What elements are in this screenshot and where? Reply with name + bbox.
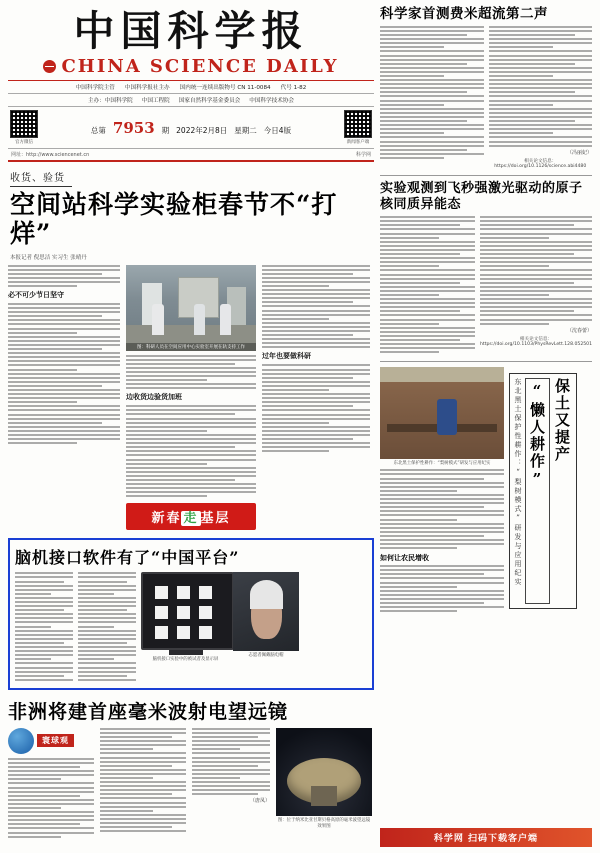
stamp-text-2: 走 (183, 511, 199, 527)
issue-pages: 今日4版 (263, 125, 292, 135)
bci-photo-caption-right: 志愿者佩戴脑电帽 (248, 653, 284, 659)
right-story-a-credit: （冯丽妃） (566, 149, 592, 156)
lead-subhead-3: 过年也要做科研 (262, 352, 311, 361)
bci-body (15, 572, 367, 683)
masthead-subline-1 (8, 81, 374, 94)
lead-subhead-2: 边收货边验货加班 (126, 393, 182, 402)
field-photo (380, 367, 504, 459)
right-story-a (380, 6, 592, 169)
masthead-subline-2 (8, 94, 374, 107)
masthead-title-cn: 中国科学报 (73, 7, 309, 55)
issue-date: 2022年2月8日 (176, 125, 228, 135)
qr-code-block-2 (344, 110, 372, 145)
vertical-quote-2: 保土又提产 (553, 378, 571, 464)
stamp-text-3: 基层 (200, 511, 231, 527)
right-story-b-col-1 (380, 216, 475, 355)
bci-text-col-2 (78, 572, 136, 683)
issue-line (44, 119, 338, 137)
masthead-sponsor: 主办：中国科学院 (87, 98, 133, 105)
kicker-rule (10, 186, 72, 187)
issue-label: 总第 (90, 125, 106, 135)
section-badge: 寰球观 (37, 734, 74, 747)
telescope-source-note: （唐凤） (249, 798, 270, 805)
lead-photo (126, 265, 256, 351)
vertical-quote-1: “懒人耕作” (525, 378, 550, 604)
telescope-col-1 (8, 728, 94, 840)
right-story-b-headline: 实验观测到飞秒强激光驱动的原子核同质异能态 (380, 180, 583, 212)
qr-code-icon (10, 110, 38, 138)
masthead-sponsor: 中国工程院 (141, 98, 170, 105)
right-column (380, 6, 592, 847)
right-story-c-subhead: 如何让农民增收 (380, 554, 429, 563)
lead-text-col-1 (8, 265, 120, 533)
masthead-sub-item: 中国科学院主管 (75, 85, 115, 92)
lead-byline: 本报记者 倪思洁 实习生 张晴丹 (10, 254, 87, 261)
lead-photo-col (126, 265, 256, 533)
masthead-sub-item: 国内统一连续出版物号 CN 11-0084 (179, 85, 271, 92)
lead-kicker: 收货、验货 (10, 173, 65, 185)
globe-icon (8, 728, 34, 754)
right-story-a-doi: 相关论文信息：https://doi.org/10.1126/science.abi4480 (494, 158, 587, 169)
lead-text-col-2 (126, 355, 256, 498)
telescope-photo-caption: 图：位于纳米比亚甘斯贝格高原的毫米波望远镜效果图 (277, 817, 371, 829)
masthead-sponsor: 国家自然科学基金委员会 (178, 98, 241, 105)
masthead-sub-item: 中国科学报社主办 (124, 85, 170, 92)
masthead-footer-right: 科学网 (355, 152, 371, 159)
right-story-c (380, 367, 592, 614)
bci-photo-group (141, 572, 299, 683)
right-story-b-doi: 相关论文信息：https://doi.org/10.1103/PhysRevLett.128.052501 (480, 336, 593, 347)
qr-label: 官方微信 (15, 140, 33, 146)
right-story-a-col-2 (489, 26, 593, 169)
monitor-stand (169, 650, 203, 655)
right-story-b (380, 181, 592, 356)
bci-subject-photo (233, 572, 299, 651)
masthead-title-en: CHINA SCIENCE DAILY (61, 56, 339, 78)
masthead-info-row (8, 107, 374, 149)
right-story-c-vertical-title (509, 373, 577, 609)
telescope-story (8, 690, 374, 840)
masthead (8, 6, 374, 162)
globe-badge (8, 728, 94, 754)
globe-icon (43, 60, 56, 73)
lead-headline: 空间站科学实验柜春节不“打烊” (10, 190, 338, 248)
qr-code-block-1 (10, 110, 38, 145)
lead-photo-caption: 图：科研人员在空间应用中心实验室开展在轨支持工作 (126, 343, 256, 351)
field-photo-caption: 东北黑土保护性耕作：“梨树模式”研发与应用纪实 (393, 461, 491, 467)
masthead-title-en-row (8, 56, 374, 77)
masthead-sponsor: 中国科学技术协会 (249, 98, 295, 105)
right-story-b-credit: （沈春蕾） (566, 327, 592, 334)
right-story-a-headline: 科学家首测费米超流第二声 (380, 6, 548, 22)
issue-weekday: 星期二 (234, 125, 257, 135)
bci-photo-caption-left: 脑机接口实验中的被试者及显示屏 (152, 657, 219, 663)
issue-number: 7953 (112, 118, 155, 137)
new-spring-stamp (126, 503, 256, 530)
stamp-text-1: 新春 (151, 511, 182, 527)
bci-story-box (8, 538, 374, 690)
right-divider-1 (380, 175, 592, 176)
masthead-footer-left: 网址：http://www.sciencenet.cn (11, 152, 90, 159)
qr-label: 新闻客户端 (346, 140, 370, 146)
bci-text-col-1 (15, 572, 73, 683)
right-story-b-col-2 (480, 216, 592, 355)
right-divider-2 (380, 361, 592, 362)
telescope-photo-col (276, 728, 372, 840)
page-columns (8, 6, 592, 847)
lead-text-col-3 (262, 265, 370, 533)
masthead-sub-item: 代号 1-82 (280, 85, 307, 92)
telescope-col-3 (192, 728, 270, 840)
lead-story (8, 162, 374, 532)
lead-subhead-1: 必不可少节日坚守 (8, 291, 64, 300)
left-column (8, 6, 374, 847)
right-story-a-col-1 (380, 26, 484, 169)
vertical-subtitle: 东北黑土保护性耕作：“梨树模式”研发与应用纪实 (514, 378, 522, 588)
qr-code-icon (344, 110, 372, 138)
telescope-col-2 (100, 728, 186, 840)
issue-unit: 期 (161, 125, 170, 135)
footer-banner[interactable]: 科学网 扫码下载客户端 (380, 828, 592, 847)
telescope-photo (276, 728, 372, 816)
bci-headline: 脑机接口软件有了“中国平台” (15, 548, 240, 568)
bci-monitor-photo (141, 572, 234, 650)
lead-story-body (8, 265, 374, 533)
right-story-c-main (380, 367, 504, 614)
masthead-footer (8, 149, 374, 158)
telescope-headline: 非洲将建首座毫米波射电望远镜 (8, 700, 289, 723)
